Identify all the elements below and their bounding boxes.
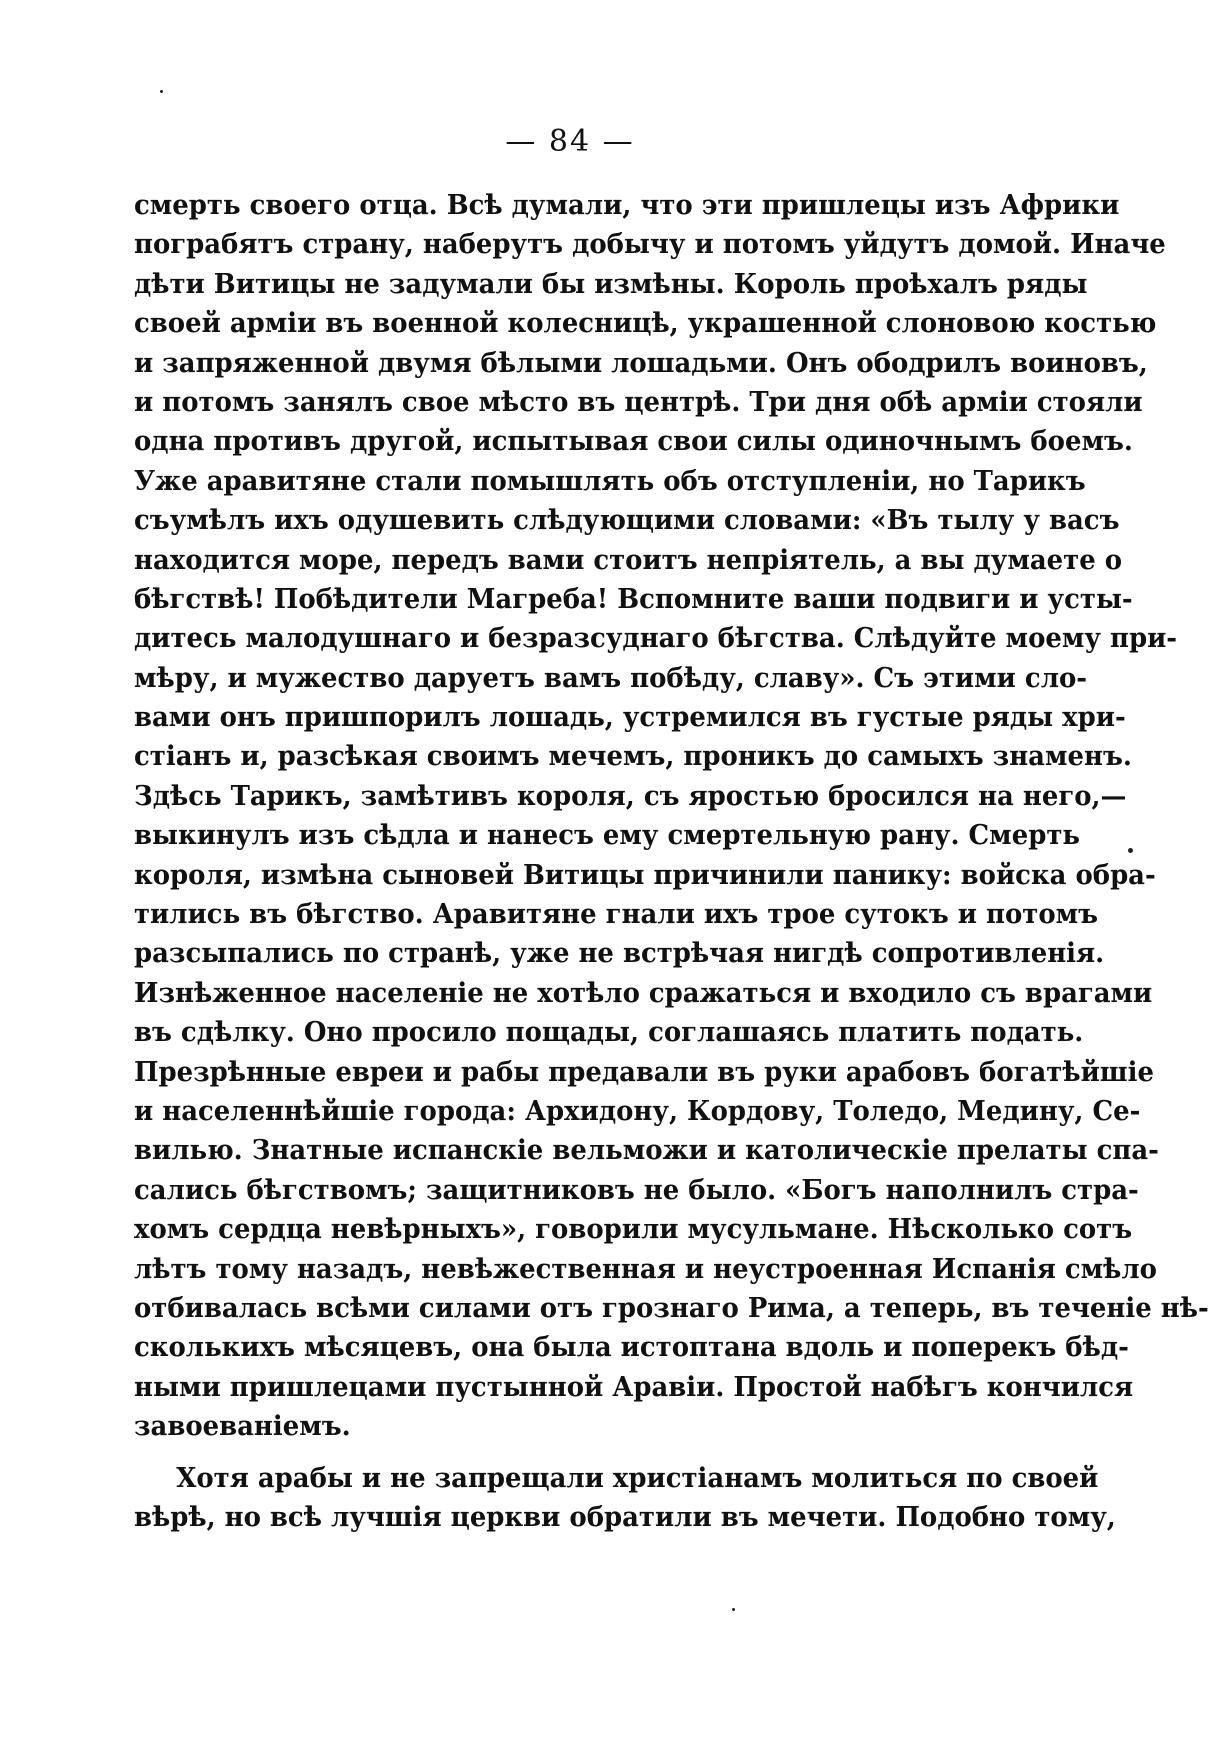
text-line: дитесь малодушнаго и безразсуднаго бѣгства. Слѣдуйте моему при- xyxy=(134,623,1178,655)
paragraph-1 xyxy=(134,186,1209,1447)
paragraph-gap xyxy=(134,1447,1042,1459)
text-line: одна противъ другой, испытывая свои силы одиночнымъ боемъ. xyxy=(134,426,1133,458)
text-line: завоеваніемъ. xyxy=(134,1411,351,1443)
text-line: въ сдѣлку. Оно просило пощады, соглашаясь платить подать. xyxy=(134,1017,1084,1049)
text-line: Уже аравитяне стали помышлять объ отступленіи, но Тарикъ xyxy=(134,465,1086,497)
text-line: отбивалась всѣми силами отъ грознаго Рима, а теперь, въ теченіе нѣ- xyxy=(134,1292,1209,1324)
text-line: своей арміи въ военной колесницѣ, украшенной слоновою костью xyxy=(134,308,1157,340)
text-line: Презрѣнные евреи и рабы предавали въ руки арабовъ богатѣйшіе xyxy=(134,1056,1155,1088)
text-line: и населеннѣйшіе города: Архидону, Кордову, Толедо, Медину, Се- xyxy=(134,1095,1141,1127)
text-line: Хотя арабы и не запрещали христіанамъ молиться по своей xyxy=(176,1462,1099,1494)
text-line: сались бѣгствомъ; защитниковъ не было. «Богъ наполнилъ стра- xyxy=(134,1174,1139,1206)
page-number: — 84 — xyxy=(505,124,635,159)
print-speck xyxy=(1128,848,1133,853)
body-text xyxy=(134,186,1209,1537)
text-line: тились въ бѣгство. Аравитяне гнали ихъ трое сутокъ и потомъ xyxy=(134,899,1099,931)
text-line: хомъ сердца невѣрныхъ», говорили мусульмане. Нѣсколько сотъ xyxy=(134,1214,1133,1246)
print-speck xyxy=(732,1608,735,1611)
text-line: ными пришлецами пустынной Аравіи. Простой набѣгъ кончился xyxy=(134,1371,1134,1403)
text-line: находится море, передъ вами стоитъ непріятель, а вы думаете о xyxy=(134,544,1123,576)
text-line: разсыпались по странѣ, уже не встрѣчая нигдѣ сопротивленія. xyxy=(134,938,1105,970)
text-line: короля, измѣна сыновей Витицы причинили панику: войска обра- xyxy=(134,859,1156,891)
text-line: бѣгствѣ! Побѣдители Магреба! Вспомните ваши подвиги и усты- xyxy=(134,583,1133,615)
text-line: лѣтъ тому назадъ, невѣжественная и неустроенная Испанія смѣло xyxy=(134,1253,1157,1285)
text-line: и запряженной двумя бѣлыми лошадьми. Онъ ободрилъ воиновъ, xyxy=(134,347,1148,379)
paragraph-2 xyxy=(134,1459,1116,1538)
text-line: дѣти Витицы не задумали бы измѣны. Король проѣхалъ ряды xyxy=(134,268,1088,300)
text-line: пограбятъ страну, наберутъ добычу и потомъ уйдутъ домой. Иначе xyxy=(134,229,1166,261)
text-line: сколькихъ мѣсяцевъ, она была истоптана вдоль и поперекъ бѣд- xyxy=(134,1332,1129,1364)
print-speck xyxy=(160,90,163,93)
text-line: Здѣсь Тарикъ, замѣтивъ короля, съ яростью бросился на него,— xyxy=(134,780,1127,812)
text-line: вилью. Знатные испанскіе вельможи и католическіе прелаты спа- xyxy=(134,1135,1159,1167)
text-line: выкинулъ изъ сѣдла и нанесъ ему смертельную рану. Смерть xyxy=(134,820,1080,852)
text-line: Изнѣженное населеніе не хотѣло сражаться и входило съ врагами xyxy=(134,977,1153,1009)
text-line: вами онъ пришпорилъ лошадь, устремился въ густые ряды хри- xyxy=(134,702,1126,734)
text-line: мѣру, и мужество даруетъ вамъ побѣду, славу». Съ этими сло- xyxy=(134,662,1088,694)
text-line: съумѣлъ ихъ одушевить слѣдующими словами: «Въ тылу у васъ xyxy=(134,505,1120,537)
text-line: смерть своего отца. Всѣ думали, что эти пришлецы изъ Африки xyxy=(134,190,1120,221)
text-line: и потомъ занялъ свое мѣсто въ центрѣ. Три дня обѣ арміи стояли xyxy=(134,386,1143,418)
text-line: стіанъ и, разсѣкая своимъ мечемъ, проникъ до самыхъ знаменъ. xyxy=(134,741,1132,773)
text-line: вѣрѣ, но всѣ лучшія церкви обратили въ мечети. Подобно тому, xyxy=(134,1501,1116,1533)
